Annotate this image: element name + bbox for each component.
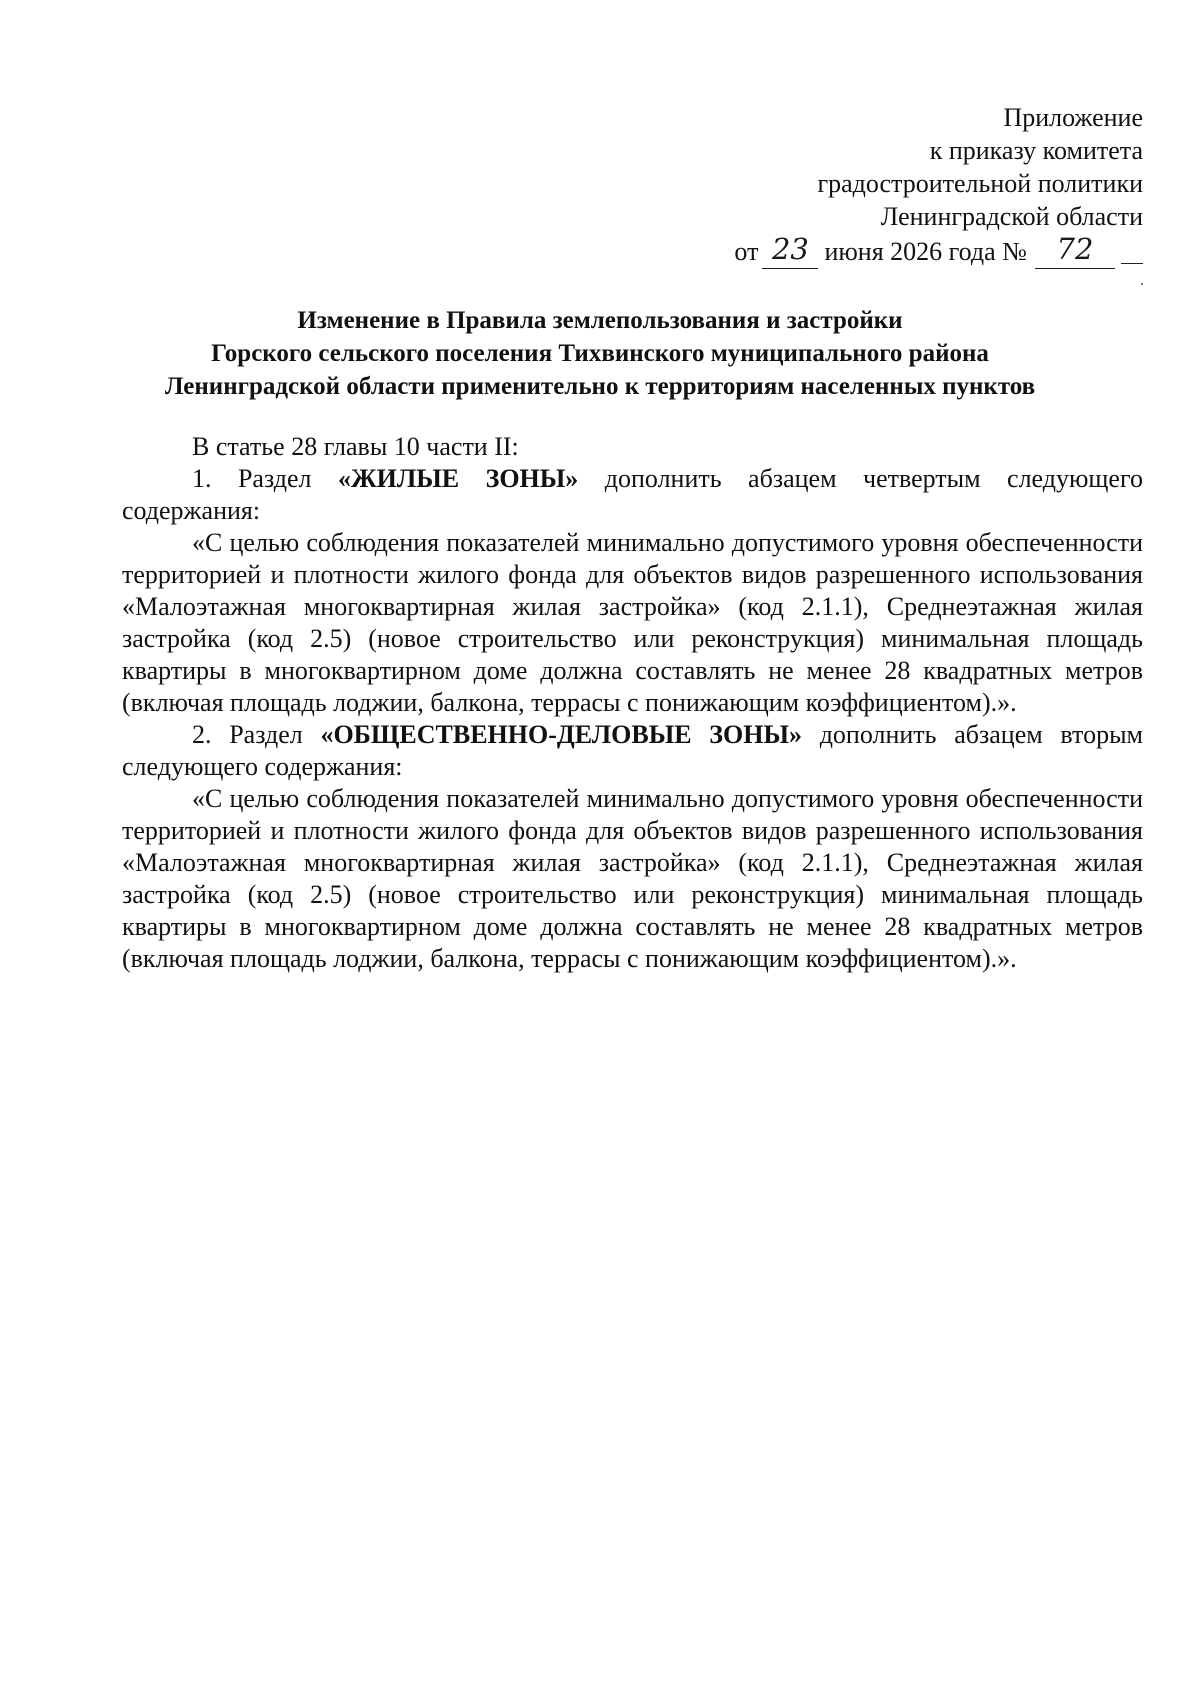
committee-name: градостроительной политики xyxy=(817,169,1143,198)
title-line-2: Горского сельского поселения Тихвинского муниципального района xyxy=(211,340,989,367)
title-line-3: Ленинградской области применительно к территориям населенных пунктов xyxy=(164,373,1036,400)
order-reference: к приказу комитета xyxy=(929,136,1143,165)
handwritten-number: 72 xyxy=(1056,232,1094,266)
appendix-header xyxy=(734,101,1143,269)
item-1-section-name: «ЖИЛЫЕ ЗОНЫ» xyxy=(337,464,579,493)
date-prefix: от xyxy=(734,237,759,266)
day-field xyxy=(762,232,818,269)
appendix-label: Приложение xyxy=(1003,103,1143,132)
item-2-suffix: дополнить абзацем вторым следующего содержания: xyxy=(122,720,1143,781)
item-1-suffix: дополнить абзацем четвертым следующего содержания: xyxy=(122,464,1143,525)
document-title xyxy=(130,304,1070,403)
scan-speck xyxy=(1141,283,1143,285)
intro-paragraph: В статье 28 главы 10 части II: xyxy=(192,432,519,461)
quote-2-paragraph: «С целью соблюдения показателей минимально допустимого уровня обеспеченности территорией и плотности жилого фонда для объектов видов разрешенного использования «Малоэтажная многоквартирная жилая застройка» (код 2.1.1), Среднеэтажная жилая застройка (код 2.5) (новое строительство или реконструкция) минимальная площадь квартиры в многоквартирном доме должна составлять не менее 28 квадратных метров (включая площадь лоджии, балкона, террасы с понижающим коэффициентом).». xyxy=(122,784,1143,973)
date-middle: июня 2026 года № xyxy=(824,237,1027,266)
title-line-1: Изменение в Правила землепользования и застройки xyxy=(297,307,903,334)
order-date-line xyxy=(734,233,1143,269)
handwritten-day: 23 xyxy=(771,232,809,266)
number-field xyxy=(1035,232,1115,269)
item-1-prefix: 1. Раздел xyxy=(192,464,338,493)
region-name: Ленинградской области xyxy=(880,202,1143,231)
document-body xyxy=(122,431,1143,975)
item-2-prefix: 2. Раздел xyxy=(192,720,321,749)
item-2-section-name: «ОБЩЕСТВЕННО-ДЕЛОВЫЕ ЗОНЫ» xyxy=(320,720,802,749)
item-1-paragraph xyxy=(122,463,1143,527)
number-trail-line xyxy=(1121,233,1143,264)
item-2-paragraph xyxy=(122,719,1143,783)
quote-1-paragraph: «С целью соблюдения показателей минимально допустимого уровня обеспеченности территорией и плотности жилого фонда для объектов видов разрешенного использования «Малоэтажная многоквартирная жилая застройка» (код 2.1.1), Среднеэтажная жилая застройка (код 2.5) (новое строительство или реконструкция) минимальная площадь квартиры в многоквартирном доме должна составлять не менее 28 квадратных метров (включая площадь лоджии, балкона, террасы с понижающим коэффициентом).». xyxy=(122,528,1143,717)
